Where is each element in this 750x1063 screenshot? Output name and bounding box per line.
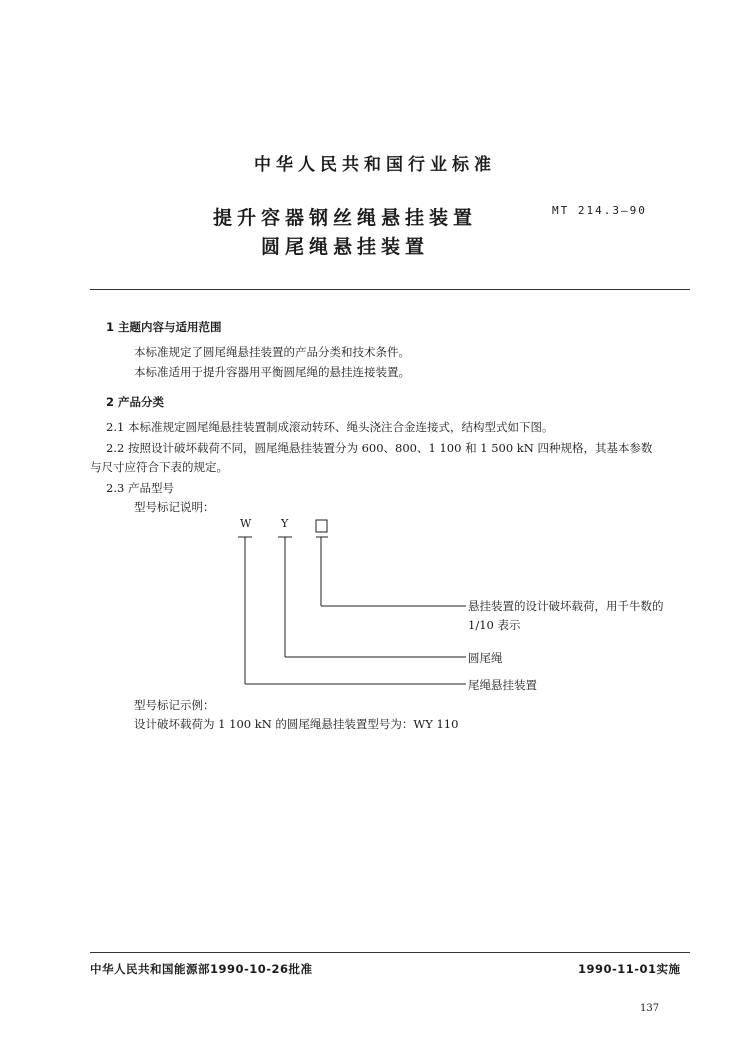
footer-divider [90,952,690,953]
label-design-load-unit: 1/10 表示 [468,618,521,632]
section-2-heading: 2 产品分类 [106,395,165,409]
standard-code: MT 214.3—90 [552,204,647,217]
effective-date: 1990-11-01实施 [578,962,681,976]
section-1-paragraph-1: 本标准规定了圆尾绳悬挂装置的产品分类和技术条件。 [134,345,410,359]
model-letter-w: W [240,517,252,530]
label-design-load: 悬挂装置的设计破坏载荷，用千牛数的 [468,599,664,613]
standard-category-title: 中华人民共和国行业标准 [254,155,496,175]
clause-2-2-line1: 2.2 按照设计破坏载荷不同，圆尾绳悬挂装置分为 600、800、1 100 和 1 500 kN 四种规格，其基本参数 [106,441,653,455]
model-letter-y: Y [281,517,289,530]
example-text: 设计破坏载荷为 1 100 kN 的圆尾绳悬挂装置型号为：WY 110 [134,717,459,731]
example-heading: 型号标记示例： [134,698,215,712]
section-1-heading: 1 主题内容与适用范围 [106,320,222,334]
model-description-heading: 型号标记说明： [134,500,215,514]
page-number: 137 [640,1003,660,1014]
document-title-line1: 提升容器钢丝绳悬挂装置 [212,207,477,229]
document-title-line2: 圆尾绳悬挂装置 [260,236,429,258]
clause-2-3: 2.3 产品型号 [106,481,174,495]
clause-2-1: 2.1 本标准规定圆尾绳悬挂装置制成滚动转环、绳头浇注合金连接式，结构型式如下图。 [106,420,554,434]
approval-statement: 中华人民共和国能源部1990-10-26批准 [90,962,313,976]
clause-2-2-line2: 与尺寸应符合下表的规定。 [90,460,228,474]
label-round-tail-rope: 圆尾绳 [468,651,503,665]
header-divider [90,289,690,290]
label-tail-rope-device: 尾绳悬挂装置 [468,678,537,692]
section-1-paragraph-2: 本标准适用于提升容器用平衡圆尾绳的悬挂连接装置。 [134,365,410,379]
